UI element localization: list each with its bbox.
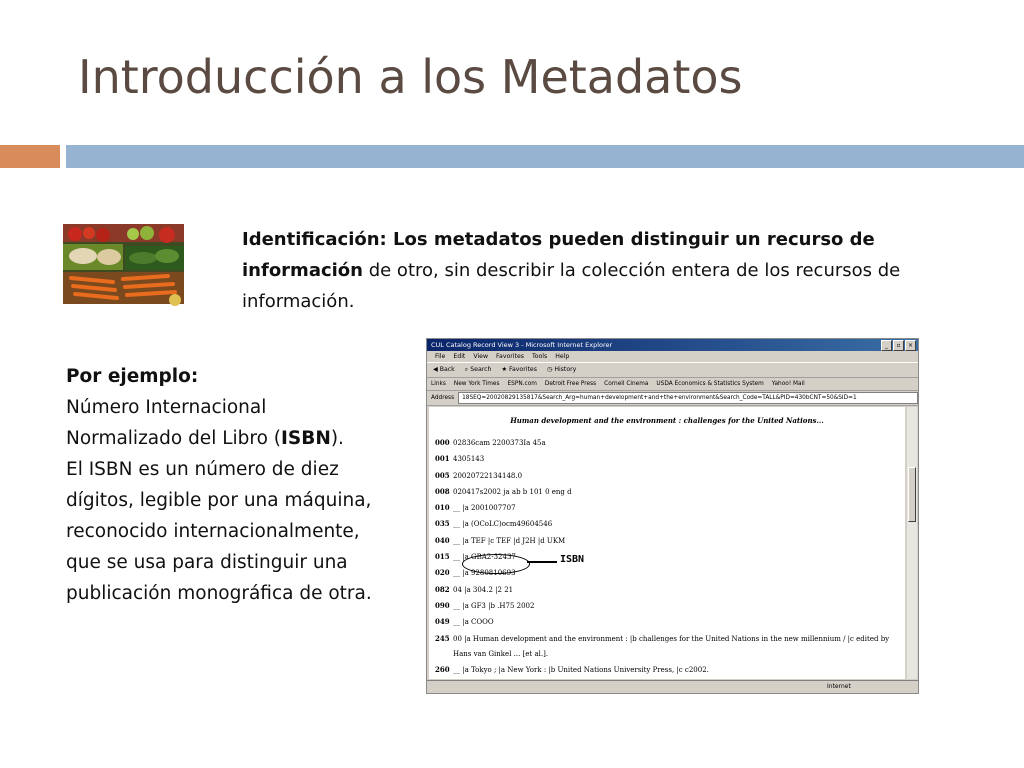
address-field[interactable]: 18SEQ=20020829135817&Search_Arg=human+development+and+the+environment&Search_Code=TALL&PID=430bCNT=50&SID=1 [458,392,918,404]
browser-screenshot [426,338,919,694]
slide-title: Introducción a los Metadatos [78,50,743,104]
browser-toolbar [427,363,918,378]
menu-help[interactable]: Help [555,353,570,360]
search-button[interactable]: ⌕ Search [464,366,492,373]
record-row [429,484,905,500]
history-button[interactable]: ◷ History [546,366,577,373]
record-tag: 090 [435,600,450,610]
record-row [429,598,905,614]
record-value: __ |a COOO [453,618,494,627]
record-row [429,533,905,549]
record-tag: 260 [435,665,450,675]
intro-bold-text: Identificación: Los metadatos pueden distinguir un recurso de información [242,229,875,281]
link-freep[interactable]: Detroit Free Press [544,381,597,387]
record-value: 20020722134148.0 [453,471,523,480]
record-row [429,435,905,451]
link-nyt[interactable]: New York Times [453,381,500,387]
record-value: 04 |a 304.2 |2 21 [453,585,514,594]
browser-title: CUL Catalog Record View 3 - Microsoft Internet Explorer [431,341,613,349]
back-button[interactable]: ◀ Back [433,366,455,373]
link-yahoo[interactable]: Yahoo! Mail [771,381,805,387]
example-text [66,361,386,609]
record-tag: 005 [435,470,450,480]
menu-edit[interactable]: Edit [453,353,466,360]
isbn-acronym: ISBN [281,428,331,449]
record-title: Human development and the environment : challenges for the United Nations... [510,416,824,425]
browser-scrollbar[interactable] [907,407,917,679]
record-tag: 040 [435,535,450,545]
scrollbar-thumb[interactable] [908,467,916,522]
record-value: __ |a Tokyo ; |a New York : |b United Nations University Press, |c c2002. [453,666,709,675]
address-label: Address [431,395,455,401]
menu-file[interactable]: File [435,353,446,360]
link-usda[interactable]: USDA Economics & Statistics System [656,381,764,387]
record-row [429,582,905,598]
record-row [429,614,905,630]
record-tag: 000 [435,438,450,447]
record-value: 02836cam 2200373Ia 45a [453,439,546,447]
record-value: __ |a TEF |c TEF |d J2H |d UKM [453,536,566,545]
menu-favorites[interactable]: Favorites [496,353,524,360]
record-value: __ |a (OCoLC)ocm49604546 [453,520,553,529]
record-value: __ |a GF3 |b .H75 2002 [453,601,535,610]
record-tag: 020 [435,568,450,578]
minimize-icon[interactable]: _ [881,340,892,351]
record-tag: 049 [435,617,450,627]
record-row [429,516,905,532]
browser-linksbar [427,378,918,391]
link-espn[interactable]: ESPN.com [507,381,537,387]
close-icon[interactable]: × [905,340,916,351]
record-tag: 015 [435,552,450,562]
record-row [429,500,905,516]
intro-paragraph [242,224,922,317]
record-tag: 035 [435,519,450,529]
record-value: 00 |a Human development and the environment : |b challenges for the United Nations in the new millennium / |c edited by [453,634,890,643]
isbn-callout-label: ISBN [560,554,585,565]
isbn-description-start: Número Internacional Normalizado del Libro ( [66,397,282,449]
record-value: __ |a GBA2-32437 [453,553,516,562]
record-tag: 010 [435,503,450,513]
record-value: Hans van Ginkel ... [et al.]. [453,649,549,658]
browser-content [429,407,905,679]
link-cinema[interactable]: Cornell Cinema [604,381,649,387]
record-value: 4305143 [453,455,485,464]
record-row [429,631,905,647]
accent-bar-orange [0,145,60,168]
record-value: __ |a 2001007707 [453,504,516,513]
accent-bar-blue [66,145,1024,168]
browser-addressbar [427,391,918,406]
isbn-description-end: ). [330,428,344,449]
record-value: 020417s2002 ja ab b 101 0 eng d [453,487,572,496]
links-label: Links [431,381,446,387]
isbn-callout-line [527,561,557,563]
browser-menubar [427,351,918,363]
record-tag: 082 [435,584,450,594]
maximize-icon[interactable]: ▫ [893,340,904,351]
record-value: __ |a 9280810693 [453,569,516,578]
isbn-highlight-oval [462,554,530,574]
browser-titlebar [427,339,918,351]
browser-statusbar [427,680,918,693]
record-row [429,468,905,484]
record-tag: 008 [435,486,450,496]
intro-rest-text: de otro, sin describir la colección entera de los recursos de información. [242,260,901,312]
record-tag: 001 [435,454,450,464]
record-row [429,647,905,662]
record-row [429,662,905,678]
favorites-button[interactable]: ★ Favorites [501,366,537,373]
vegetables-image [63,224,184,304]
example-heading: Por ejemplo: [66,366,199,387]
menu-view[interactable]: View [473,353,489,360]
isbn-explanation: El ISBN es un número de diez dígitos, legible por una máquina, reconocido internacionalmente, que se usa para distinguir una publicación monográfica de otra. [66,459,372,604]
menu-tools[interactable]: Tools [531,353,548,360]
record-tag: 245 [435,633,450,643]
status-zone: Internet [827,683,851,690]
record-row [429,451,905,467]
